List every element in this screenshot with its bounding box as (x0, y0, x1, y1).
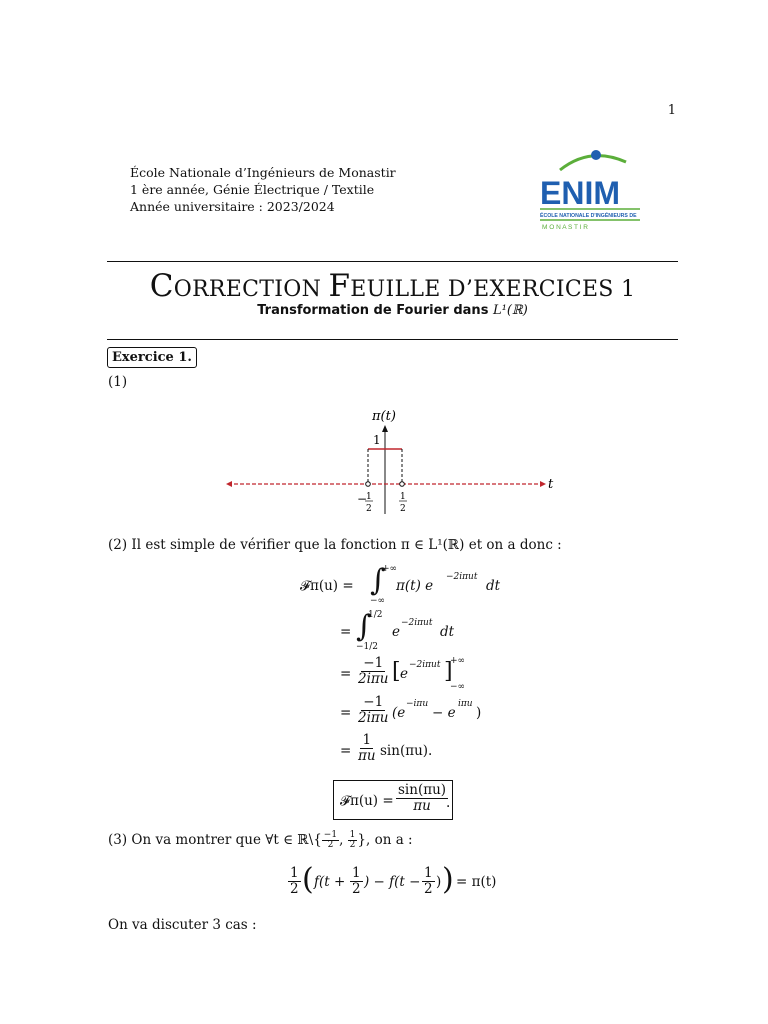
right-tick-den: 2 (400, 504, 406, 514)
eq-line-5: = $\frac{1}{\pi u}$ sin(πu). (340, 732, 433, 764)
graph-xlabel: t (548, 477, 554, 492)
integral-sign: ∫ (370, 563, 386, 598)
boxed-result: 𝓕π(u) = $\frac{\sin(\pi u)}{\pi u}$ . (333, 780, 453, 820)
left-open-point (366, 482, 371, 487)
top-rule (107, 261, 678, 262)
eq-line-1: 𝓕π(u) = ∫ +∞ −∞ π(t) e −2iπut dt (300, 563, 501, 606)
eq-part3: $\frac{1}{2}$ ( f(t + $\frac{1}{2}$ ) − f(t − $\frac{1}{2}$ ) ) = π(t) (290, 862, 497, 897)
part3-text: (3) On va montrer que ∀t ∈ ℝ\{ $\frac{-1}{2}$ , $\frac{1}{2}$ }, on a : (108, 830, 413, 850)
right-open-point (400, 482, 405, 487)
x-arrow-right (540, 481, 546, 487)
x-arrow-left (226, 481, 232, 487)
left-tick-den: 2 (366, 504, 372, 514)
logo-letters: ENIM (540, 175, 620, 211)
school-name: École Nationale d’Ingénieurs de Monastir (130, 165, 396, 180)
exercise-label: Exercice 1. (107, 347, 197, 368)
logo-line1: ÉCOLE NATIONALE D'INGÉNIEURS DE (540, 213, 637, 219)
page-title: CORRECTION FEUILLE D’EXERCICES 1 (149, 268, 636, 304)
header-block (130, 164, 396, 215)
eq-line-4: = −1 2iπu (e −iπu − e iπu ) (340, 694, 482, 726)
page-subtitle: Transformation de Fourier dans L¹(ℝ) (257, 303, 528, 318)
part1-label: (1) (108, 374, 128, 390)
logo-dot (591, 150, 601, 160)
graph-one-label: 1 (373, 433, 381, 447)
page-number: 1 (667, 103, 676, 118)
cases-text: On va discuter 3 cas : (108, 917, 257, 933)
logo-line2: M O N A S T I R (542, 224, 588, 231)
graph-ylabel: π(t) (372, 409, 396, 424)
year-program: 1 ère année, Génie Électrique / Textile (130, 182, 375, 197)
bottom-rule (107, 339, 678, 340)
part2-text: (2) Il est simple de vérifier que la fonction π ∈ L¹(ℝ) et on a donc : (108, 537, 562, 553)
y-arrow (382, 425, 388, 432)
left-tick-num: 1 (366, 492, 372, 502)
eq-line-2: = ∫ 1/2 −1/2 e −2iπut dt (340, 609, 455, 652)
pulse-graph (220, 402, 560, 517)
right-tick-num: 1 (400, 492, 406, 502)
eq-line-3: = −1 2iπu [ e −2iπut ] +∞ −∞ (340, 655, 466, 692)
academic-year: Année universitaire : 2023/2024 (130, 199, 335, 214)
left-tick-sign: − (357, 492, 368, 506)
enim-logo (536, 148, 644, 232)
